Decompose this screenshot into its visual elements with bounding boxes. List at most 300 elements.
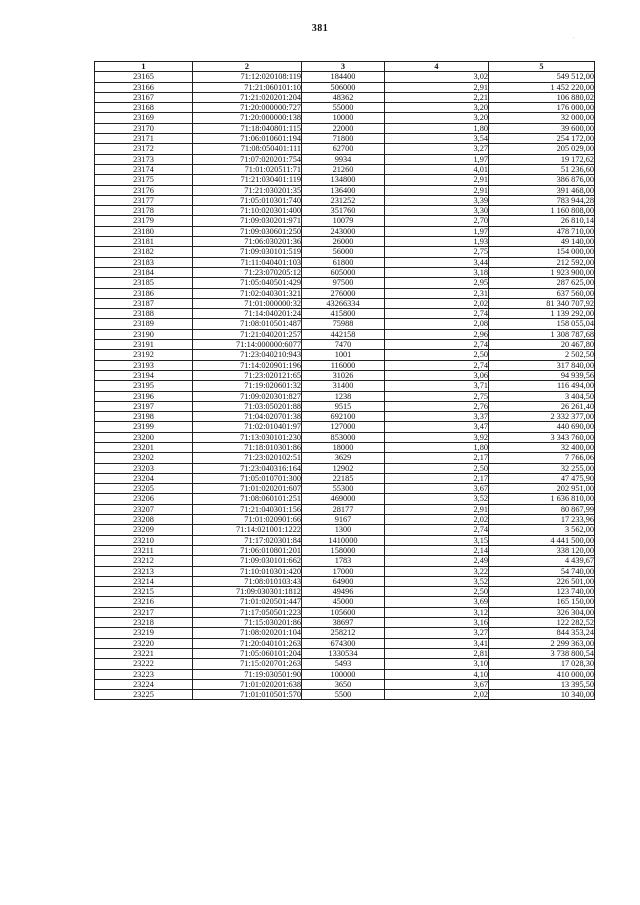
row-number-cell: 23168 (95, 103, 193, 113)
value-cell: 7 766,06 (489, 453, 595, 463)
area-cell: 10000 (302, 113, 385, 123)
cadastral-number-cell: 71:09:030301:1812 (193, 587, 302, 597)
cadastral-number-cell: 71:02:040301:321 (193, 288, 302, 298)
area-cell: 231252 (302, 195, 385, 205)
value-cell: 4 441 500,00 (489, 535, 595, 545)
rate-cell: 2,74 (385, 360, 489, 370)
rate-cell: 2,74 (385, 525, 489, 535)
row-number-cell: 23200 (95, 432, 193, 442)
row-number-cell: 23166 (95, 82, 193, 92)
area-cell: 1783 (302, 556, 385, 566)
rate-cell: 3,02 (385, 72, 489, 82)
rate-cell: 4,10 (385, 669, 489, 679)
rate-cell: 1,97 (385, 226, 489, 236)
value-cell: 17 028,30 (489, 659, 595, 669)
row-number-cell: 23219 (95, 628, 193, 638)
area-cell: 22000 (302, 123, 385, 133)
cadastral-number-cell: 71:17:050501:223 (193, 607, 302, 617)
value-cell: 32 000,00 (489, 113, 595, 123)
table-row (95, 206, 595, 216)
rate-cell: 2,17 (385, 473, 489, 483)
table-row (95, 226, 595, 236)
rate-cell: 3,92 (385, 432, 489, 442)
table-row (95, 195, 595, 205)
rate-cell: 3,67 (385, 679, 489, 689)
row-number-cell: 23165 (95, 72, 193, 82)
value-cell: 158 055,04 (489, 319, 595, 329)
rate-cell: 3,27 (385, 628, 489, 638)
rate-cell: 2,02 (385, 515, 489, 525)
rate-cell: 2,49 (385, 556, 489, 566)
row-number-cell: 23183 (95, 257, 193, 267)
table-row (95, 237, 595, 247)
table-row (95, 473, 595, 483)
rate-cell: 3,47 (385, 422, 489, 432)
cadastral-number-cell: 71:08:010103:43 (193, 576, 302, 586)
area-cell: 1410000 (302, 535, 385, 545)
row-number-cell: 23174 (95, 164, 193, 174)
row-number-cell: 23197 (95, 401, 193, 411)
row-number-cell: 23189 (95, 319, 193, 329)
value-cell: 783 944,28 (489, 195, 595, 205)
cadastral-number-cell: 71:15:030201:86 (193, 618, 302, 628)
area-cell: 605000 (302, 267, 385, 277)
cadastral-number-cell: 71:01:020501:447 (193, 597, 302, 607)
value-cell: 1 923 900,00 (489, 267, 595, 277)
cadastral-number-cell: 71:01:010501:570 (193, 690, 302, 700)
value-cell: 205 029,00 (489, 144, 595, 154)
area-cell: 17000 (302, 566, 385, 576)
area-cell: 3629 (302, 453, 385, 463)
value-cell: 51 236,60 (489, 164, 595, 174)
row-number-cell: 23177 (95, 195, 193, 205)
area-cell: 184400 (302, 72, 385, 82)
cadastral-number-cell: 71:15:020701:263 (193, 659, 302, 669)
value-cell: 3 562,00 (489, 525, 595, 535)
row-number-cell: 23179 (95, 216, 193, 226)
area-cell: 71800 (302, 134, 385, 144)
row-number-cell: 23224 (95, 679, 193, 689)
cadastral-number-cell: 71:01:020901:66 (193, 515, 302, 525)
value-cell: 478 710,00 (489, 226, 595, 236)
value-cell: 3 404,50 (489, 391, 595, 401)
table-row (95, 72, 595, 82)
rate-cell: 3,10 (385, 659, 489, 669)
value-cell: 32 255,00 (489, 463, 595, 473)
rate-cell: 2,91 (385, 82, 489, 92)
table-row (95, 216, 595, 226)
header-row (95, 62, 595, 72)
value-cell: 844 353,24 (489, 628, 595, 638)
rate-cell: 2,50 (385, 350, 489, 360)
table-row (95, 463, 595, 473)
row-number-cell: 23176 (95, 185, 193, 195)
area-cell: 45000 (302, 597, 385, 607)
cadastral-number-cell: 71:21:060101:10 (193, 82, 302, 92)
area-cell: 105600 (302, 607, 385, 617)
rate-cell: 3,67 (385, 484, 489, 494)
value-cell: 154 000,00 (489, 247, 595, 257)
cadastral-number-cell: 71:09:020301:827 (193, 391, 302, 401)
table-row (95, 82, 595, 92)
rate-cell: 2,91 (385, 175, 489, 185)
cadastral-number-cell: 71:21:030201:35 (193, 185, 302, 195)
row-number-cell: 23214 (95, 576, 193, 586)
registry-table-container (94, 61, 594, 700)
table-row (95, 360, 595, 370)
area-cell: 5500 (302, 690, 385, 700)
value-cell: 17 233,96 (489, 515, 595, 525)
cadastral-number-cell: 71:08:060101:251 (193, 494, 302, 504)
cadastral-number-cell: 71:21:020201:204 (193, 92, 302, 102)
row-number-cell: 23204 (95, 473, 193, 483)
cadastral-number-cell: 71:21:040201:257 (193, 329, 302, 339)
area-cell: 853000 (302, 432, 385, 442)
rate-cell: 2,31 (385, 288, 489, 298)
cadastral-number-cell: 71:23:040210:943 (193, 350, 302, 360)
value-cell: 1 160 808,00 (489, 206, 595, 216)
table-row (95, 288, 595, 298)
rate-cell: 2,50 (385, 463, 489, 473)
area-cell: 38697 (302, 618, 385, 628)
cadastral-number-cell: 71:09:030101:519 (193, 247, 302, 257)
cadastral-number-cell: 71:09:030101:662 (193, 556, 302, 566)
cadastral-number-cell: 71:14:020901:196 (193, 360, 302, 370)
table-row (95, 329, 595, 339)
table-row (95, 247, 595, 257)
table-row (95, 309, 595, 319)
row-number-cell: 23213 (95, 566, 193, 576)
table-row (95, 412, 595, 422)
column-header-2: 2 (193, 62, 302, 72)
value-cell: 410 000,00 (489, 669, 595, 679)
value-cell: 176 000,00 (489, 103, 595, 113)
value-cell: 80 867,99 (489, 504, 595, 514)
row-number-cell: 23188 (95, 309, 193, 319)
row-number-cell: 23194 (95, 370, 193, 380)
row-number-cell: 23196 (95, 391, 193, 401)
rate-cell: 2,74 (385, 340, 489, 350)
row-number-cell: 23169 (95, 113, 193, 123)
area-cell: 12902 (302, 463, 385, 473)
table-row (95, 134, 595, 144)
rate-cell: 1,97 (385, 154, 489, 164)
rate-cell: 1,80 (385, 442, 489, 452)
value-cell: 13 395,50 (489, 679, 595, 689)
table-header (95, 62, 595, 72)
row-number-cell: 23225 (95, 690, 193, 700)
rate-cell: 3,39 (385, 195, 489, 205)
rate-cell: 2,02 (385, 690, 489, 700)
area-cell: 55300 (302, 484, 385, 494)
area-cell: 351760 (302, 206, 385, 216)
cadastral-number-cell: 71:18:010301:86 (193, 442, 302, 452)
value-cell: 32 400,00 (489, 442, 595, 452)
table-row (95, 92, 595, 102)
value-cell: 549 512,00 (489, 72, 595, 82)
table-row (95, 453, 595, 463)
table-row (95, 319, 595, 329)
row-number-cell: 23192 (95, 350, 193, 360)
column-header-3: 3 (302, 62, 385, 72)
value-cell: 3 343 760,00 (489, 432, 595, 442)
value-cell: 20 467,80 (489, 340, 595, 350)
table-row (95, 587, 595, 597)
cadastral-number-cell: 71:01:020201:638 (193, 679, 302, 689)
cadastral-number-cell: 71:04:020701:38 (193, 412, 302, 422)
rate-cell: 1,80 (385, 123, 489, 133)
rate-cell: 3,41 (385, 638, 489, 648)
value-cell: 2 332 377,00 (489, 412, 595, 422)
row-number-cell: 23180 (95, 226, 193, 236)
value-cell: 1 636 810,00 (489, 494, 595, 504)
table-row (95, 391, 595, 401)
area-cell: 64900 (302, 576, 385, 586)
table-row (95, 566, 595, 576)
table-row (95, 432, 595, 442)
row-number-cell: 23203 (95, 463, 193, 473)
cadastral-number-cell: 71:01:020511:71 (193, 164, 302, 174)
column-header-4: 4 (385, 62, 489, 72)
area-cell: 9167 (302, 515, 385, 525)
cadastral-number-cell: 71:06:010601:194 (193, 134, 302, 144)
cadastral-number-cell: 71:23:020121:65 (193, 370, 302, 380)
value-cell: 26 810,14 (489, 216, 595, 226)
rate-cell: 2,91 (385, 185, 489, 195)
value-cell: 4 439,67 (489, 556, 595, 566)
area-cell: 158000 (302, 545, 385, 555)
table-row (95, 545, 595, 555)
area-cell: 469000 (302, 494, 385, 504)
value-cell: 391 468,00 (489, 185, 595, 195)
rate-cell: 3,15 (385, 535, 489, 545)
rate-cell: 3,44 (385, 257, 489, 267)
value-cell: 19 172,62 (489, 154, 595, 164)
rate-cell: 2,14 (385, 545, 489, 555)
table-row (95, 154, 595, 164)
cadastral-number-cell: 71:01:020201:607 (193, 484, 302, 494)
value-cell: 94 939,56 (489, 370, 595, 380)
cadastral-number-cell: 71:20:040101:263 (193, 638, 302, 648)
row-number-cell: 23167 (95, 92, 193, 102)
area-cell: 127000 (302, 422, 385, 432)
area-cell: 18000 (302, 442, 385, 452)
cadastral-number-cell: 71:09:030601:250 (193, 226, 302, 236)
cadastral-number-cell: 71:18:040801:115 (193, 123, 302, 133)
rate-cell: 3,71 (385, 381, 489, 391)
row-number-cell: 23181 (95, 237, 193, 247)
row-number-cell: 23186 (95, 288, 193, 298)
value-cell: 1 452 220,00 (489, 82, 595, 92)
table-row (95, 175, 595, 185)
value-cell: 165 150,00 (489, 597, 595, 607)
cadastral-number-cell: 71:21:040301:156 (193, 504, 302, 514)
cadastral-number-cell: 71:11:040401:103 (193, 257, 302, 267)
area-cell: 276000 (302, 288, 385, 298)
value-cell: 226 501,00 (489, 576, 595, 586)
cadastral-number-cell: 71:08:010501:487 (193, 319, 302, 329)
cadastral-number-cell: 71:06:030201:36 (193, 237, 302, 247)
table-row (95, 525, 595, 535)
cadastral-number-cell: 71:10:020301:400 (193, 206, 302, 216)
rate-cell: 2,50 (385, 587, 489, 597)
table-row (95, 381, 595, 391)
area-cell: 7470 (302, 340, 385, 350)
table-row (95, 164, 595, 174)
row-number-cell: 23191 (95, 340, 193, 350)
row-number-cell: 23205 (95, 484, 193, 494)
area-cell: 136400 (302, 185, 385, 195)
table-row (95, 340, 595, 350)
row-number-cell: 23223 (95, 669, 193, 679)
area-cell: 243000 (302, 226, 385, 236)
table-row (95, 494, 595, 504)
rate-cell: 1,93 (385, 237, 489, 247)
value-cell: 81 340 707,92 (489, 298, 595, 308)
table-row (95, 113, 595, 123)
area-cell: 55000 (302, 103, 385, 113)
rate-cell: 2,74 (385, 309, 489, 319)
rate-cell: 3,52 (385, 576, 489, 586)
area-cell: 9515 (302, 401, 385, 411)
cadastral-number-cell: 71:19:030501:90 (193, 669, 302, 679)
value-cell: 1 139 292,00 (489, 309, 595, 319)
value-cell: 10 340,00 (489, 690, 595, 700)
table-row (95, 535, 595, 545)
area-cell: 692100 (302, 412, 385, 422)
value-cell: 122 282,52 (489, 618, 595, 628)
rate-cell: 2,02 (385, 298, 489, 308)
cadastral-number-cell: 71:23:020102:51 (193, 453, 302, 463)
area-cell: 10079 (302, 216, 385, 226)
area-cell: 48362 (302, 92, 385, 102)
value-cell: 49 140,00 (489, 237, 595, 247)
registry-table (94, 61, 595, 700)
cadastral-number-cell: 71:20:000000:727 (193, 103, 302, 113)
cadastral-number-cell: 71:06:010801:201 (193, 545, 302, 555)
cadastral-number-cell: 71:08:050401:111 (193, 144, 302, 154)
cadastral-number-cell: 71:17:020301:84 (193, 535, 302, 545)
table-row (95, 370, 595, 380)
value-cell: 202 951,00 (489, 484, 595, 494)
cadastral-number-cell: 71:08:020201:104 (193, 628, 302, 638)
area-cell: 31400 (302, 381, 385, 391)
area-cell: 674300 (302, 638, 385, 648)
table-body (95, 72, 595, 700)
cadastral-number-cell: 71:07:020201:754 (193, 154, 302, 164)
rate-cell: 2,08 (385, 319, 489, 329)
rate-cell: 2,96 (385, 329, 489, 339)
row-number-cell: 23222 (95, 659, 193, 669)
value-cell: 212 592,00 (489, 257, 595, 267)
value-cell: 1 308 787,68 (489, 329, 595, 339)
row-number-cell: 23172 (95, 144, 193, 154)
area-cell: 5493 (302, 659, 385, 669)
area-cell: 1330534 (302, 648, 385, 658)
table-row (95, 185, 595, 195)
rate-cell: 2,91 (385, 504, 489, 514)
rate-cell: 4,01 (385, 164, 489, 174)
value-cell: 326 304,00 (489, 607, 595, 617)
table-row (95, 144, 595, 154)
area-cell: 1001 (302, 350, 385, 360)
row-number-cell: 23184 (95, 267, 193, 277)
table-row (95, 298, 595, 308)
row-number-cell: 23171 (95, 134, 193, 144)
area-cell: 62700 (302, 144, 385, 154)
row-number-cell: 23185 (95, 278, 193, 288)
row-number-cell: 23170 (95, 123, 193, 133)
rate-cell: 2,70 (385, 216, 489, 226)
rate-cell: 3,16 (385, 618, 489, 628)
cadastral-number-cell: 71:23:040316:164 (193, 463, 302, 473)
table-row (95, 659, 595, 669)
row-number-cell: 23221 (95, 648, 193, 658)
rate-cell: 2,81 (385, 648, 489, 658)
row-number-cell: 23199 (95, 422, 193, 432)
table-row (95, 556, 595, 566)
row-number-cell: 23182 (95, 247, 193, 257)
row-number-cell: 23187 (95, 298, 193, 308)
area-cell: 134800 (302, 175, 385, 185)
rate-cell: 3,30 (385, 206, 489, 216)
row-number-cell: 23178 (95, 206, 193, 216)
row-number-cell: 23193 (95, 360, 193, 370)
table-row (95, 103, 595, 113)
rate-cell: 3,22 (385, 566, 489, 576)
area-cell: 1238 (302, 391, 385, 401)
rate-cell: 3,20 (385, 103, 489, 113)
row-number-cell: 23190 (95, 329, 193, 339)
table-row (95, 638, 595, 648)
table-row (95, 628, 595, 638)
row-number-cell: 23202 (95, 453, 193, 463)
row-number-cell: 23208 (95, 515, 193, 525)
area-cell: 3650 (302, 679, 385, 689)
table-row (95, 504, 595, 514)
rate-cell: 3,20 (385, 113, 489, 123)
cadastral-number-cell: 71:12:020108:119 (193, 72, 302, 82)
area-cell: 506000 (302, 82, 385, 92)
area-cell: 22185 (302, 473, 385, 483)
table-row (95, 267, 595, 277)
scan-mark: . (573, 34, 575, 40)
rate-cell: 3,06 (385, 370, 489, 380)
area-cell: 100000 (302, 669, 385, 679)
cadastral-number-cell: 71:19:020601:32 (193, 381, 302, 391)
table-row (95, 669, 595, 679)
rate-cell: 3,27 (385, 144, 489, 154)
cadastral-number-cell: 71:05:060101:204 (193, 648, 302, 658)
value-cell: 47 475,90 (489, 473, 595, 483)
value-cell: 106 880,02 (489, 92, 595, 102)
rate-cell: 2,17 (385, 453, 489, 463)
value-cell: 287 625,00 (489, 278, 595, 288)
area-cell: 116000 (302, 360, 385, 370)
row-number-cell: 23217 (95, 607, 193, 617)
table-row (95, 257, 595, 267)
row-number-cell: 23201 (95, 442, 193, 452)
value-cell: 116 494,00 (489, 381, 595, 391)
column-header-5: 5 (489, 62, 595, 72)
column-header-1: 1 (95, 62, 193, 72)
row-number-cell: 23218 (95, 618, 193, 628)
rate-cell: 2,21 (385, 92, 489, 102)
table-row (95, 679, 595, 689)
row-number-cell: 23207 (95, 504, 193, 514)
area-cell: 21260 (302, 164, 385, 174)
cadastral-number-cell: 71:10:010301:420 (193, 566, 302, 576)
